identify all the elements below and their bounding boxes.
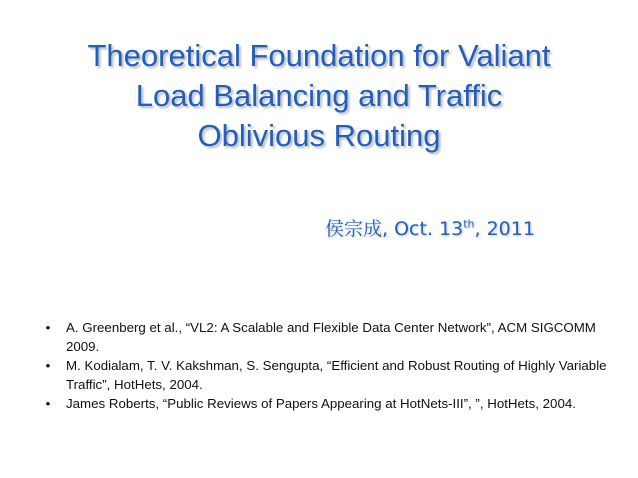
bullet-icon: • [45, 358, 51, 373]
bullet-icon: • [45, 320, 51, 335]
reference-item [40, 318, 610, 356]
reference-list [40, 318, 610, 413]
title-line-2: Load Balancing and Traffic [135, 78, 503, 113]
reference-item [40, 394, 610, 413]
date-year: , 2011 [474, 218, 535, 240]
reference-text: M. Kodialam, T. V. Kakshman, S. Sengupta, “Efficient and Robust Routing of Highly Variable Traffic”, HotHets, 2004. [66, 358, 607, 392]
bullet-icon: • [45, 396, 51, 411]
date-prefix: , Oct. 13 [382, 218, 464, 240]
date-ordinal-suffix: th [463, 217, 475, 231]
author-name: 侯宗成 [325, 218, 383, 240]
author-date-byline [325, 216, 535, 242]
title-line-3: Oblivious Routing [197, 118, 441, 153]
reference-text: A. Greenberg et al., “VL2: A Scalable and Flexible Data Center Network”, ACM SIGCOMM 2009. [66, 320, 596, 354]
reference-item [40, 356, 610, 394]
slide-title [20, 36, 618, 156]
title-line-1: Theoretical Foundation for Valiant [87, 38, 551, 73]
reference-text: James Roberts, “Public Reviews of Papers Appearing at HotNets-III”, ”, HotHets, 2004. [66, 396, 576, 411]
